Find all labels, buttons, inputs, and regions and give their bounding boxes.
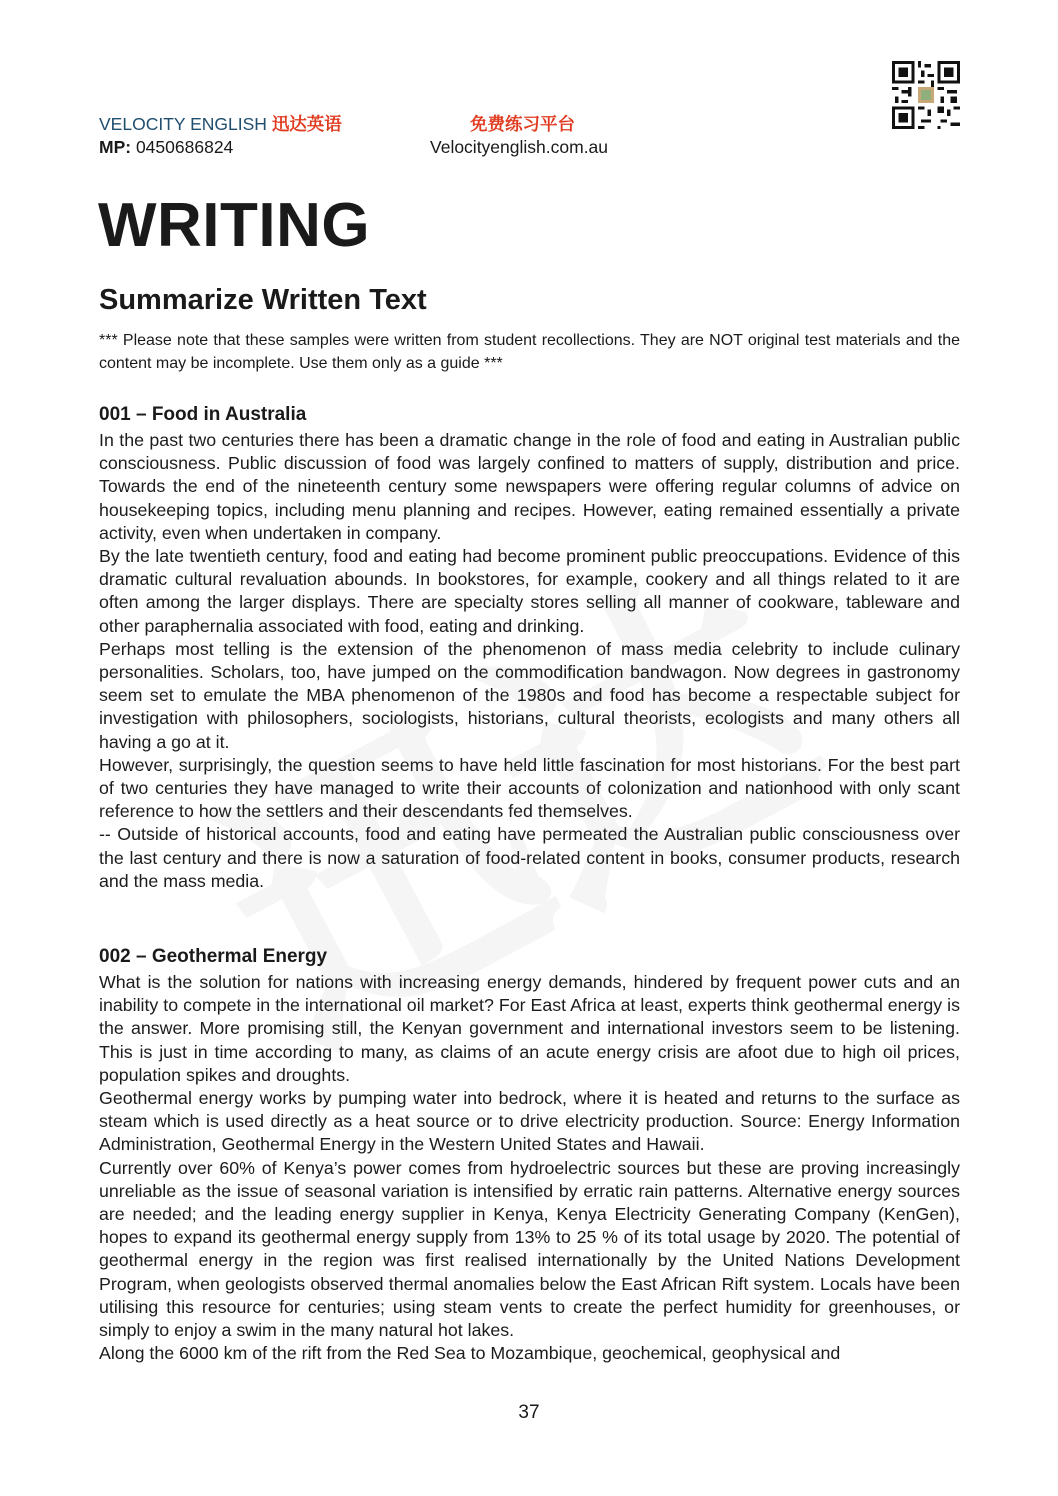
paragraph: What is the solution for nations with increasing energy demands, hindered by frequent power cuts and an inability to compete in the international oil market? For East Africa at least, experts think geothermal energy is the answer. More promising still, the Kenyan government and international investors seem to be listening. This is just in time according to many, as claims of an acute energy crisis are afoot due to high oil prices, population spikes and droughts.: [99, 972, 960, 1085]
sample-heading: 001 – Food in Australia: [99, 404, 307, 425]
brand-name: VELOCITY ENGLISH 迅达英语: [99, 114, 342, 134]
brand-line: [99, 111, 342, 136]
paragraph: Currently over 60% of Kenya’s power comes from hydroelectric sources but these are proving increasingly unreliable as the issue of seasonal variation is intensified by erratic rain patterns. Alternative energy sources are needed; and the leading energy supplier in Kenya, Kenya Electricity Generating Company (KenGen), hopes to expand its geothermal energy supply from 13% to 25 % of its total usage by 2020. The potential of geothermal energy in the region was first realised internationally by the United Nations Development Program, when geologists observed thermal anomalies below the East African Rift system. Locals have been utilising this resource for centuries; using steam vents to create the perfect humidity for greenhouses, or simply to enjoy a swim in the many natural hot lakes.: [99, 1157, 960, 1341]
paragraph: By the late twentieth century, food and eating had become prominent public preoccupations. Evidence of this dramatic cultural revaluation abounds. In bookstores, for example, cookery and all things related to it are often among the larger displays. There are specialty stores selling all manner of cookware, tableware and other paraphernalia associated with food, eating and drinking.: [99, 546, 960, 636]
paragraph: Perhaps most telling is the extension of the phenomenon of mass media celebrity to include culinary personalities. Scholars, too, have jumped on the commodification bandwagon. Now degrees in gastronomy seem set to emulate the MBA phenomenon of the 1980s and food has become a respectable subject for investigation with philosophers, sociologists, historians, cultural theorists, ecologists and many others all having a go at it.: [99, 638, 960, 752]
sample-heading: 002 – Geothermal Energy: [99, 946, 328, 967]
mp-number: 0450686824: [135, 137, 234, 157]
paragraph: Geothermal energy works by pumping water into bedrock, where it is heated and returns to the surface as steam which is used directly as a heat source or to drive electricity production. Source: Energy Information Administration, Geothermal Energy in the Western United States and Hawaii.: [99, 1088, 960, 1155]
paragraph: However, surprisingly, the question seems to have held little fascination for most historians. For the best part of two centuries they have managed to write their accounts of colonization and nationhood with only scant reference to how the settlers and their descendants fed themselves.: [99, 754, 960, 822]
website-link[interactable]: Velocityenglish.com.au: [430, 137, 609, 157]
paragraph: -- Outside of historical accounts, food and eating have permeated the Australian public consciousness over the last century and there is now a saturation of food-related content in books, consumer products, research and the mass media.: [99, 824, 960, 891]
sample-food-in-australia: [99, 403, 960, 893]
sample-geothermal-energy: [99, 945, 960, 1365]
qr-code-icon[interactable]: [892, 61, 960, 129]
brand-name-chinese: 迅达英语: [271, 114, 342, 134]
page-title: WRITING: [98, 191, 371, 260]
disclaimer-note: *** Please note that these samples were written from student recollections. They are NOT original test materials and the content may be incomplete. Use them only as a guide ***: [99, 332, 960, 372]
mobile-phone: [99, 137, 233, 158]
mp-label: MP:: [99, 137, 132, 157]
paragraph: Along the 6000 km of the rift from the Red Sea to Mozambique, geochemical, geophysical and: [99, 1343, 841, 1364]
paragraph: In the past two centuries there has been a dramatic change in the role of food and eating in Australian public consciousness. Public discussion of food was largely confined to matters of supply, distribution and price. Towards the end of the nineteenth century some newspapers were offering regular columns of advice on housekeeping topics, including menu planning and recipes. However, eating remained essentially a private activity, even when undertaken in company.: [99, 430, 960, 543]
page-number: 37: [518, 1402, 540, 1423]
slogan: 免费练习平台: [470, 114, 575, 134]
section-title: Summarize Written Text: [99, 284, 427, 316]
